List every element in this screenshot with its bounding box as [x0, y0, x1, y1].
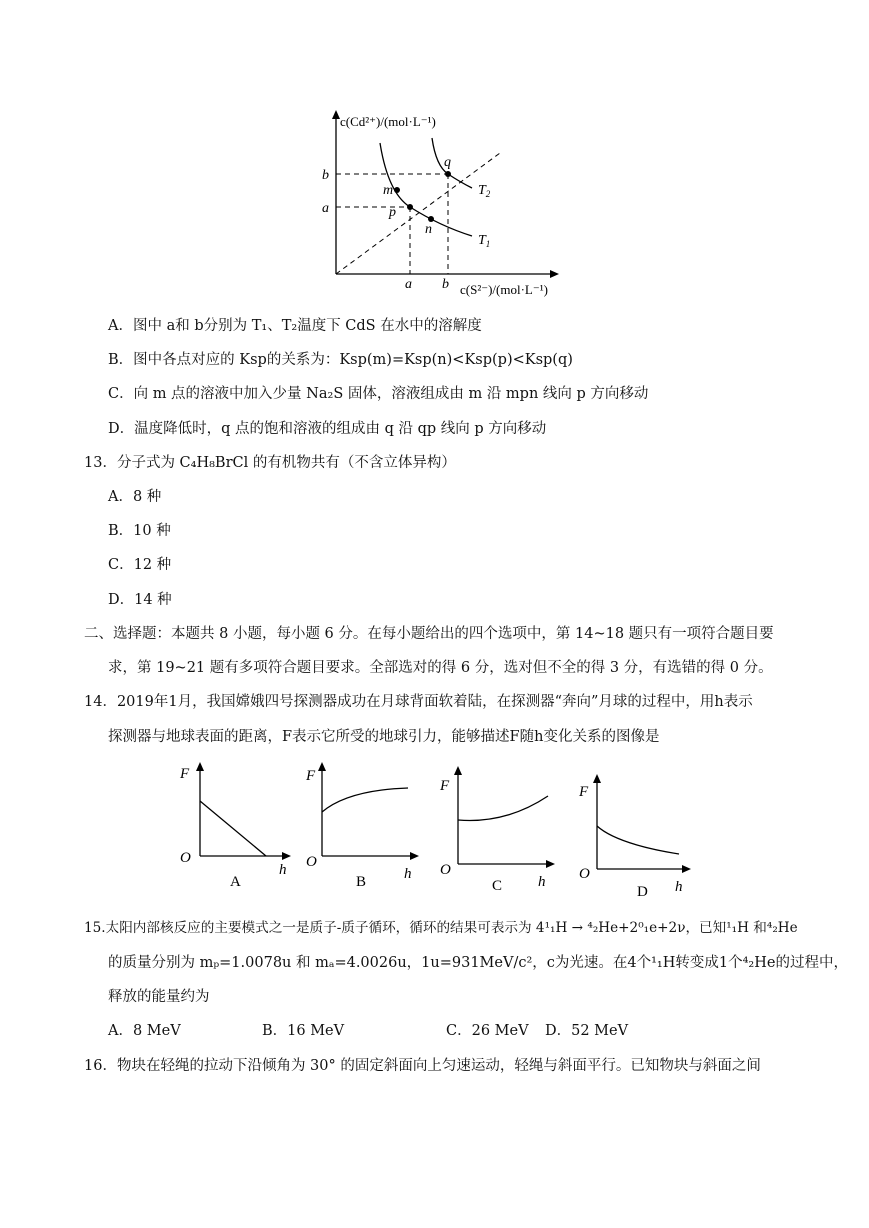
q15-option-b: B．16 MeV [262, 1023, 345, 1039]
tick-b-y: b [322, 168, 329, 183]
q13-option-b: B．10 种 [108, 523, 171, 539]
label-n: n [425, 222, 432, 237]
q15-line1: 15.太阳内部核反应的主要模式之一是质子-质子循环，循环的结果可表示为 4¹₁H → ⁴₂He+2⁰₁e+2ν，已知¹₁H 和⁴₂He [84, 920, 798, 936]
q14-line2: 探测器与地球表面的距离，F表示它所受的地球引力，能够描述F随h变化关系的图像是 [108, 729, 660, 745]
q13-stem: 13．分子式为 C₄H₈BrCl 的有机物共有（不含立体异构） [84, 455, 456, 471]
q13-option-d: D．14 种 [108, 592, 172, 608]
q15-option-c: C．26 MeV [446, 1023, 529, 1039]
graph-a-h: h [279, 862, 287, 878]
label-t1: $T_1$ [478, 233, 491, 249]
label-t2: $T_2$ [478, 183, 491, 199]
x-axis-label: c(S²⁻)/(mol·L⁻¹) [460, 282, 548, 297]
graph-b-letter: B [356, 874, 367, 890]
graph-a-f: F [180, 766, 190, 782]
q14-graph-a [172, 758, 302, 893]
tick-b-x: b [442, 277, 449, 292]
graph-c-letter: C [492, 878, 503, 893]
q16-line1: 16．物块在轻绳的拉动下沿倾角为 30° 的固定斜面向上匀速运动，轻绳与斜面平行。已知物块与斜面之间 [84, 1058, 761, 1074]
label-q: q [444, 155, 451, 170]
graph-d-h: h [675, 879, 683, 895]
tick-a-x: a [405, 277, 412, 292]
t2-curve [432, 138, 472, 188]
q15-option-a: A．8 MeV [108, 1023, 181, 1039]
q12-option-b: B．图中各点对应的 Ksp的关系为：Ksp(m)=Ksp(n)<Ksp(p)<Ksp(q) [108, 352, 573, 368]
label-m: m [383, 183, 394, 198]
point-m [394, 187, 400, 193]
graph-c-f: F [440, 778, 450, 794]
graph-a-o: O [180, 850, 191, 866]
graph-b-curve [322, 788, 408, 812]
q15-line3: 释放的能量约为 [108, 989, 210, 1005]
graph-a-letter: A [230, 874, 241, 890]
label-p: p [389, 205, 396, 220]
graph-c-curve [458, 796, 548, 821]
section2-line2: 求，第 19~21 题有多项符合题目要求。全部选对的得 6 分，选对但不全的得 3 分，有选错的得 0 分。 [108, 660, 773, 676]
graph-d-letter: D [637, 884, 648, 898]
tick-a-y: a [322, 201, 329, 216]
q14-line1: 14．2019年1月，我国嫦娥四号探测器成功在月球背面软着陆，在探测器“奔向”月球的过程中，用h表示 [84, 694, 753, 710]
graph-b-f: F [306, 768, 316, 784]
graph-c-h: h [538, 874, 546, 890]
q12-option-a: A．图中 a和 b分别为 T₁、T₂温度下 CdS 在水中的溶解度 [108, 318, 482, 334]
q14-graph-d [575, 758, 705, 898]
q15-line2: 的质量分别为 mₚ=1.0078u 和 mₐ=4.0026u，1u=931MeV/c²，c为光速。在4个¹₁H转变成1个⁴₂He的过程中， [108, 955, 848, 971]
graph-b-o: O [306, 854, 317, 870]
graph-c-o: O [440, 862, 451, 878]
q15-option-d: D．52 MeV [545, 1023, 629, 1039]
point-p [407, 204, 413, 210]
graph-d-f: F [579, 784, 589, 800]
graph-d-o: O [579, 866, 590, 882]
point-q [445, 171, 451, 177]
section2-line1: 二、选择题：本题共 8 小题，每小题 6 分。在每小题给出的四个选项中，第 14~18 题只有一项符合题目要 [84, 626, 774, 642]
y-axis-label: c(Cd²⁺)/(mol·L⁻¹) [340, 114, 436, 129]
q12-option-d: D．温度降低时，q 点的饱和溶液的组成由 q 沿 qp 线向 p 方向移动 [108, 421, 547, 437]
graph-d-curve [597, 826, 679, 854]
q14-graph-c [436, 758, 566, 893]
graph-a-line [200, 801, 266, 856]
q13-option-a: A．8 种 [108, 489, 162, 505]
graph-b-h: h [404, 866, 412, 882]
q12-option-c: C．向 m 点的溶液中加入少量 Na₂S 固体，溶液组成由 m 沿 mpn 线向 p 方向移动 [108, 386, 649, 402]
q14-graph-b [300, 758, 430, 893]
solubility-graph [300, 108, 580, 303]
q13-option-c: C．12 种 [108, 557, 172, 573]
